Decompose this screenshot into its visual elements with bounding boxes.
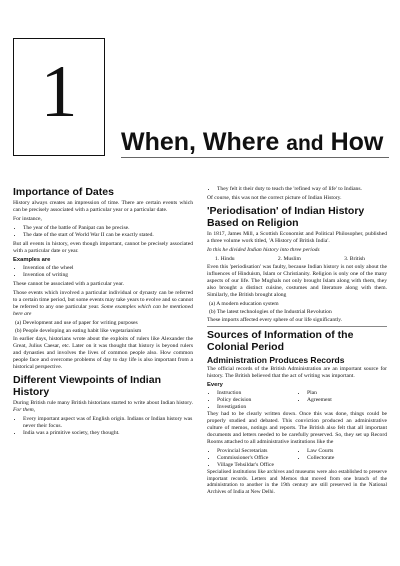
periodisation-heading: 'Periodisation' of Indian History Based on Religion	[207, 205, 365, 229]
every-list-col2	[297, 390, 387, 411]
right-column	[207, 186, 387, 497]
period-muslim: 2. Muslim	[277, 256, 301, 262]
importance-heading: Importance of Dates	[13, 186, 114, 198]
list-item: • The year of the battle of Panipat can be precise.	[23, 225, 193, 232]
chapter-number: 1	[40, 51, 78, 133]
importance-paragraph-2: But all events in history, even though important, cannot be precisely associated with a particular date or year.	[13, 241, 193, 254]
periodisation-paragraph-2: Even this 'periodisation' was faulty, because Indian history is not only about the influences of Hinduism, Islam or Christianity. Religion is only one of the many aspects of our life. The Mughals not only brought Islam along with them, they also brought a distinct cuisine, costumes and literature along with them. Similarly, the British brought along	[207, 264, 387, 298]
for-instance-label: For instance,	[13, 216, 42, 222]
examples-list	[13, 265, 193, 279]
list-item: • They felt it their duty to teach the 'refined way of life' to Indians.	[217, 186, 387, 193]
list-item: • The date of the start of World War II can be exactly stated.	[23, 232, 193, 239]
top-list	[207, 186, 387, 193]
top-paragraph: Of course, this was not the correct picture of Indian History.	[207, 195, 342, 201]
list-item: • Plan	[307, 390, 387, 397]
examples-label: Examples are	[13, 257, 51, 263]
every-list-col1	[207, 390, 297, 411]
admin-paragraph-2: They had to be clearly written down. Once this was done, things could be properly studied and debated. This conviction produced an administrative culture of memos, notings and reports. The British also felt that all important documents and letters needed to be carefully preserved. So, they set up Record Rooms attached to all administrative institutions like the	[207, 411, 387, 445]
list-item: • Policy decision	[217, 397, 297, 404]
list-item: • Village Tehsildar's Office	[217, 462, 297, 469]
chapter-title	[121, 127, 383, 159]
list-item: • Law Courts	[307, 448, 387, 455]
institutions-list	[207, 448, 387, 469]
list-item: • Agreement	[307, 397, 387, 404]
importance-paragraph-4-italic: Some examples which can be mentioned here are	[13, 304, 193, 317]
chapter-title-and: and	[286, 132, 324, 155]
sources-heading: Sources of Information of the Colonial Period	[207, 329, 354, 353]
periods-row	[207, 256, 365, 263]
viewpoints-list	[13, 416, 193, 437]
list-item: • Investigation	[217, 404, 297, 411]
list-item: • Instruction	[217, 390, 297, 397]
list-item: • Commissioner's Office	[217, 455, 297, 462]
viewpoints-paragraph-italic: For them,	[13, 407, 36, 413]
enum-item: (b) The latest technologies of the Industrial Revolution	[209, 309, 332, 315]
viewpoints-paragraph	[13, 400, 193, 414]
left-column	[13, 186, 193, 439]
institutions-list-col1	[207, 448, 297, 469]
admin-paragraph-1: The official records of the British Administration are an important source for history. The British believed that the act of writing was important.	[207, 366, 387, 379]
list-item: • India was a primitive society, they thought.	[23, 430, 193, 437]
section-divider	[207, 326, 387, 327]
viewpoints-heading: Different Viewpoints of Indian History	[13, 374, 161, 398]
every-list	[207, 390, 387, 411]
periodisation-italic: In this he divided Indian history into three periods	[207, 247, 320, 253]
importance-paragraph-4	[13, 290, 193, 318]
list-item: • Provincial Secretariats	[217, 448, 297, 455]
chapter-title-part2: How	[323, 128, 384, 156]
instance-list	[13, 225, 193, 239]
period-british: 3. British	[344, 256, 365, 262]
title-divider	[121, 157, 389, 158]
viewpoints-paragraph-text: During British rule many British historians started to write about Indian history.	[13, 400, 193, 406]
every-label: Every	[207, 382, 223, 388]
period-hindu: 1. Hindu	[215, 256, 235, 262]
importance-paragraph-3: These cannot be associated with a particular year.	[13, 281, 124, 287]
institutions-list-col2	[297, 448, 387, 469]
list-item: • Invention of the wheel	[23, 265, 193, 272]
admin-paragraph-3: Specialised institutions like archives and museums were also established to preserve important records. Letters and Memos that moved from one branch of the administration to another in the 19th century are still preserved in the National Archives of India at New Delhi.	[207, 469, 387, 495]
importance-paragraph-4-text: Those events which involved a particular individual or dynasty can be referred to a certain time period, but some events may take years to evolve and so cannot be referred to any one particular year.	[13, 290, 193, 310]
importance-paragraph-5: In earlier days, historians wrote about the exploits of rulers like Alexander the Great, Julius Caesar, etc. Later on it was thought that history is beyond rulers and dynasties and involves the lives of common people also. How common people face and overcome problems of day to day life is also important from a historical perspective.	[13, 336, 193, 370]
list-item: • Every important aspect was of English origin. Indians or Indian history was never their focus.	[23, 416, 193, 430]
enum-item: (b) People developing an eating habit like vegetarianism	[15, 328, 142, 334]
enum-item: (a) Development and use of paper for writing purposes	[15, 320, 138, 326]
enum-item: (a) A modern education system	[209, 301, 279, 307]
periodisation-paragraph-3: These imports affected every sphere of our life significantly.	[207, 317, 343, 323]
periodisation-paragraph-1: In 1817, James Mill, a Scottish Economist and Political Philosopher, published a three volume work titled, 'A History of British India'.	[207, 231, 387, 244]
importance-paragraph-1: History always creates an impression of time. There are certain events which can be precisely associated with a particular year or a particular date.	[13, 200, 193, 213]
list-item: • Invention of writing	[23, 272, 193, 279]
admin-heading: Administration Produces Records	[207, 355, 345, 365]
list-item: • Collectorate	[307, 455, 387, 462]
chapter-title-part1: When, Where	[121, 128, 287, 156]
